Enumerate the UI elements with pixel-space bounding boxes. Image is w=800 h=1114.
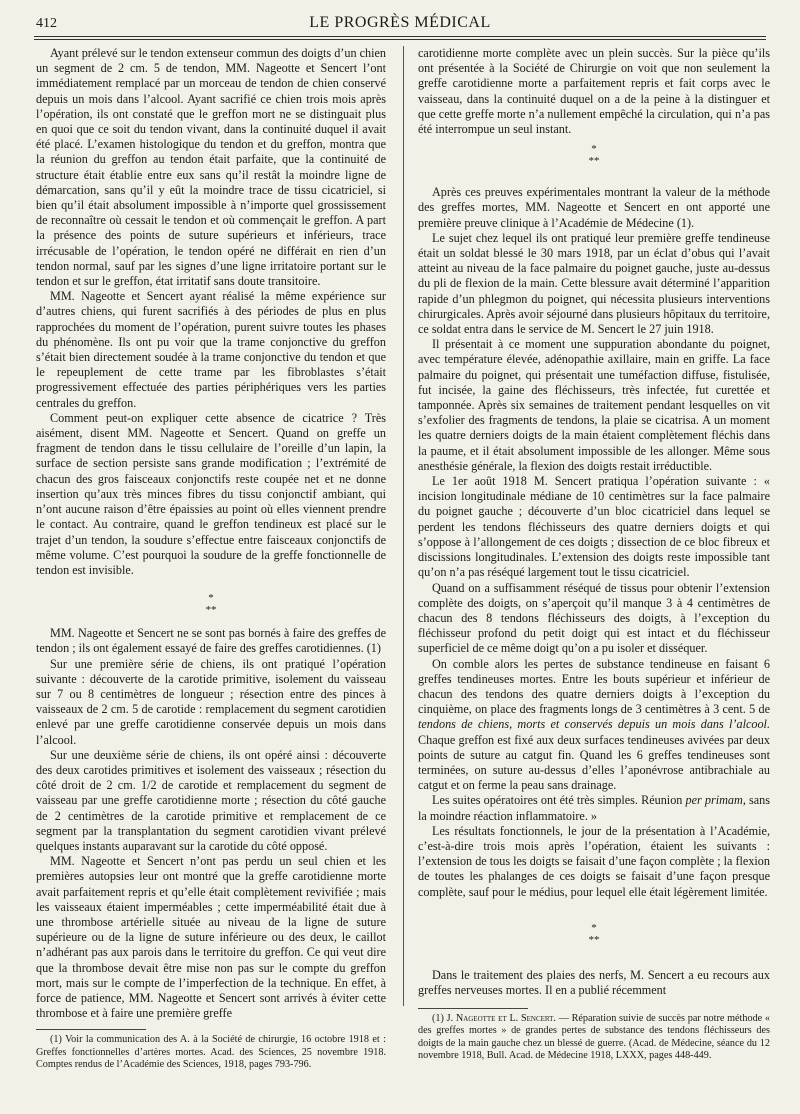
running-head: LE PROGRÈS MÉDICAL	[309, 14, 491, 31]
paragraph: Le sujet chez lequel ils ont pratiqué leur première greffe tendineuse était un soldat blessé le 30 mars 1918, par un éclat d’obus qui l’avait atteint au niveau de la face palmaire du poignet gauche, juste au-dessus du pli de flexion de la main. Cette blessure avait déterminé l’apparition rapide d’un phlegmon du poignet, qui nécessita plusieurs interventions chirurgicales. Après avoir séjourné dans plusieurs hôpitaux du territoire, ce soldat entra dans le service de M. Sencert le 27 juin 1918.	[418, 230, 770, 337]
header-rule	[34, 36, 766, 37]
paragraph: Ayant prélevé sur le tendon extenseur commun des doigts d’un chien un segment de 2 cm. 5 de tendon, MM. Nageotte et Sencert l’ont immédiatement remplacé par un morceau de tendon de chien conservé depuis un mois dans l’alcool. Ayant sacrifié ce chien trois mois après l’opération, ils ont constaté que le greffon mort ne se distinguait plus en quoi que ce soit du tendon vivant, dans la continuité duquel il avait été placé. L’examen histologique du tendon et du greffon, montra que la réunion du greffon au tendon était parfaite, que la continuité de structure était établie entre eux sans qu’il restât la moindre ligne de démarcation, sans qu’il y eût la moindre trace de tissu cicatriciel, si bien qu’il était absolument impossible à n’importe quel grossissement de reconnaître où cessait le tendon et où commençait le greffon. A part la présence des points de suture supérieurs et inférieurs, trace irrécusable de l’opération, le tendon opéré ne différait en rien d’un tendon normal, sauf par les signes d’une ligne irritatoire portant sur le tendon et sur le greffon, état irritatif sans doute transitoire.	[36, 46, 386, 289]
left-column	[36, 46, 386, 1071]
paragraph-text: On comble alors les pertes de substance tendineuse en faisant 6 greffes tendineuses mortes. Entre les bouts supérieur et inférieur de chacun des tendons des quatre derniers doigts à l’exception du cinquième, on place des fragments longs de 3 centimètres à 3 cent. 5 de	[418, 656, 770, 717]
column-divider	[403, 46, 404, 1006]
section-separator: * **	[588, 143, 600, 168]
paragraph: MM. Nageotte et Sencert n’ont pas perdu un seul chien et les premières autopsies leur ont montré que la greffe carotidienne morte avait parfaitement repris et qu’elle était complètement revivifiée ; mais les vaisseaux étaient imperméables ; cette imperméabilité était due à une thrombose artérielle située au niveau de la ligne de suture supérieure ou de la ligne de suture inférieure ou des deux, le caillot n’adhérant pas aux parois dans le territoire du greffon. Ce qui veut dire que la thrombose devait être mise non pas sur le compte du greffon mort, mais sur le compte de l’imperfection de la technique. En effet, à force de patience, MM. Nageotte et Sencert sont arrivés à éviter cette thrombose et à faire une première greffe	[36, 854, 386, 1021]
paragraph: Sur une première série de chiens, ils ont pratiqué l’opération suivante : découverte de la carotide primitive, isolement du vaisseau sur 7 ou 8 centimètres de longueur ; résection entre des pinces à vaisseaux de 2 cm. 5 de carotide : remplacement du segment carotidien enlevé par une greffe carotidienne conservée depuis un mois dans l’alcool.	[36, 656, 386, 747]
section-separator: * **	[588, 921, 600, 946]
paragraph-text: Les suites opératoires ont été très simples. Réunion	[432, 793, 683, 808]
paragraph: Le 1er août 1918 M. Sencert pratiqua l’opération suivante : « incision longitudinale médiane de 10 centimètres sur la face palmaire du poignet gauche ; découverte d’un bloc cicatriciel dans lequel se perdent les tendons fléchisseurs des quatre derniers doigts et qui s’oppose à l’allongement de ces doigts ; dissection de ce bloc fibreux et discissions longitudinales. L’extension des doigts reste impossible tant qu’on n’a pas réséqué largement tout le tissu cicatriciel.	[418, 474, 770, 580]
footnote: (1) Voir la communication des A. à la Société de chirurgie, 16 octobre 1918 et : Greffes fonctionnelles d’artères mortes. Acad. des Sciences, 25 novembre 1918. Comptes rendus de l’Académie des Sciences, 1918, pages 793-796.	[36, 1034, 386, 1070]
paragraph: Après ces preuves expérimentales montrant la valeur de la méthode des greffes mortes, MM. Nageotte et Sencert en ont apporté une première preuve clinique à l’Académie de Médecine (1).	[418, 185, 770, 230]
section-separator: * **	[205, 592, 217, 617]
paragraph: carotidienne morte complète avec un plein succès. Sur la pièce qu’ils ont présentée à la Société de Chirurgie on voit que non seulement la greffe carotidienne morte a parfaitement repris et fait corps avec le vaisseau, dans la continuité duquel on a de la peine à la distinguer et que cette greffe morte n’a nullement empêché la circulation, qui n’a pas été interrompue un seul instant.	[418, 46, 770, 137]
paragraph: MM. Nageotte et Sencert ne se sont pas bornés à faire des greffes de tendon ; ils ont également essayé de faire des greffes carotidiennes. (1)	[36, 626, 386, 656]
paragraph-text: Chaque greffon est fixé aux deux surfaces tendineuses avivées par deux points de suture au catgut fin. Quand les 6 greffes tendineuses sont terminées, on suture au-dessus d’elles l’aponévrose antibrachiale au catgut et on ferme la peau sans drainage.	[418, 732, 770, 793]
header-rule-double	[34, 39, 766, 40]
paragraph: Sur une deuxième série de chiens, ils ont opéré ainsi : découverte des deux carotides primitives et isolement des vaisseaux ; résection du côté droit de 2 cm. 1/2 de carotide et remplacement du segment de vaisseau par une greffe carotidienne morte ; résection du côté gauche de 2 centimètres de la carotide primitive et remplacement de ce segment par la transplantation du segment carotidien vivant prélevé quelques instants auparavant sur la carotide du côté opposé.	[36, 747, 386, 853]
footnote-authors: (1) J. Nageotte et L. Sencert.	[432, 1013, 556, 1025]
footnote-rule	[418, 1008, 528, 1009]
footnote-text: — Réparation suivie de succès par notre méthode « des greffes mortes » de grandes pertes de substance des tendons fléchisseurs des doigts de la main gauche chez un blessé de guerre. (Acad. de Médecine, séance du 12 novembre 1918, Bull. Acad. de Médecine 1918, LXXX, pages 448-449.	[418, 1013, 771, 1061]
page-number: 412	[36, 16, 57, 31]
footnote-rule	[36, 1029, 146, 1030]
paragraph: Les résultats fonctionnels, le jour de la présentation à l’Académie, c’est-à-dire trois mois après l’opération, étaient les suivants : l’extension de tous les doigts se faisait d’une façon complète ; la flexion de toutes les phalanges de ces doigts se faisait d’une façon presque complète, sauf pour le médius, pour lequel elle était légèrement limitée.	[418, 823, 770, 899]
paragraph: Quand on a suffisamment réséqué de tissus pour obtenir l’extension complète des doigts, on s’aperçoit qu’il manque 3 à 4 centimètres de chacun des 8 tendons fléchisseurs des doigts, à l’exception du fléchisseur profond du petit doigt qui est intact et du fléchisseur superficiel de ce même doigt qu’on a pu isoler et disséquer.	[418, 580, 770, 656]
paragraph: Comment peut-on expliquer cette absence de cicatrice ? Très aisément, disent MM. Nageotte et Sencert. Quand on greffe un fragment de tendon dans le tissu cellulaire de l’oreille d’un lapin, la surface de section persiste sans grande modification ; l’extrémité de chacun des gros faisceaux conjonctifs reste coupée net et ne donne insertion qu’aux très minces fibres du tissu conjonctif ambiant, qui n’ont aucune raison d’être épaissies au point où elles viennent prendre le contact. Au contraire, quand le greffon tendineux est placé sur le trajet d’un tendon, la soudure s’effectue entre faisceaux conjonctifs de même volume. C’est pourquoi la soudure de la greffe fonctionnelle de tendon est invisible.	[36, 410, 386, 577]
right-column	[418, 46, 770, 1062]
paragraph-text: sans la moindre réaction inflammatoire. »	[418, 793, 771, 823]
paragraph	[418, 793, 770, 823]
italic-phrase: per primam,	[685, 793, 746, 808]
paragraph: Dans le traitement des plaies des nerfs, M. Sencert a eu recours aux greffes nerveuses mortes. Il en a publié récemment	[418, 967, 770, 997]
paragraph	[418, 657, 770, 794]
footnote	[418, 1013, 770, 1062]
italic-phrase: tendons de chiens, morts et conservés depuis un mois dans l’alcool.	[418, 717, 770, 732]
paragraph: MM. Nageotte et Sencert ayant réalisé la même expérience sur d’autres chiens, qui furent sacrifiés à des périodes de plus en plus rapprochées du moment de l’opération, purent suivre toutes les phases du phénomène. Ils ont pu voir que la trame conjonctive du greffon s’était bien directement soudée à la trame conjonctive du tendon et que le repeuplement de cette trame par les fibroblastes s’était progressivement effectuée des parties périphériques vers les parties centrales du greffon.	[36, 289, 386, 410]
paragraph: Il présentait à ce moment une suppuration abondante du poignet, avec température élevée, adénopathie axillaire, main en griffe. La face palmaire du poignet, qui présentait une tuméfaction diffuse, fistulisée, fut incisée, la gaine des fléchisseurs, très infectée, fut curettée et tamponnée. Après six semaines de traitement pendant lesquelles on vit s’exfolier des fragments de tendons, la plaie se cicatrisa. A un moment les quatre derniers doigts de la main étaient complètement fléchis dans la paume, et il était absolument impossible de les allonger. Même sous anesthésie générale, la flexion des doigts restait irréductible.	[418, 337, 770, 473]
